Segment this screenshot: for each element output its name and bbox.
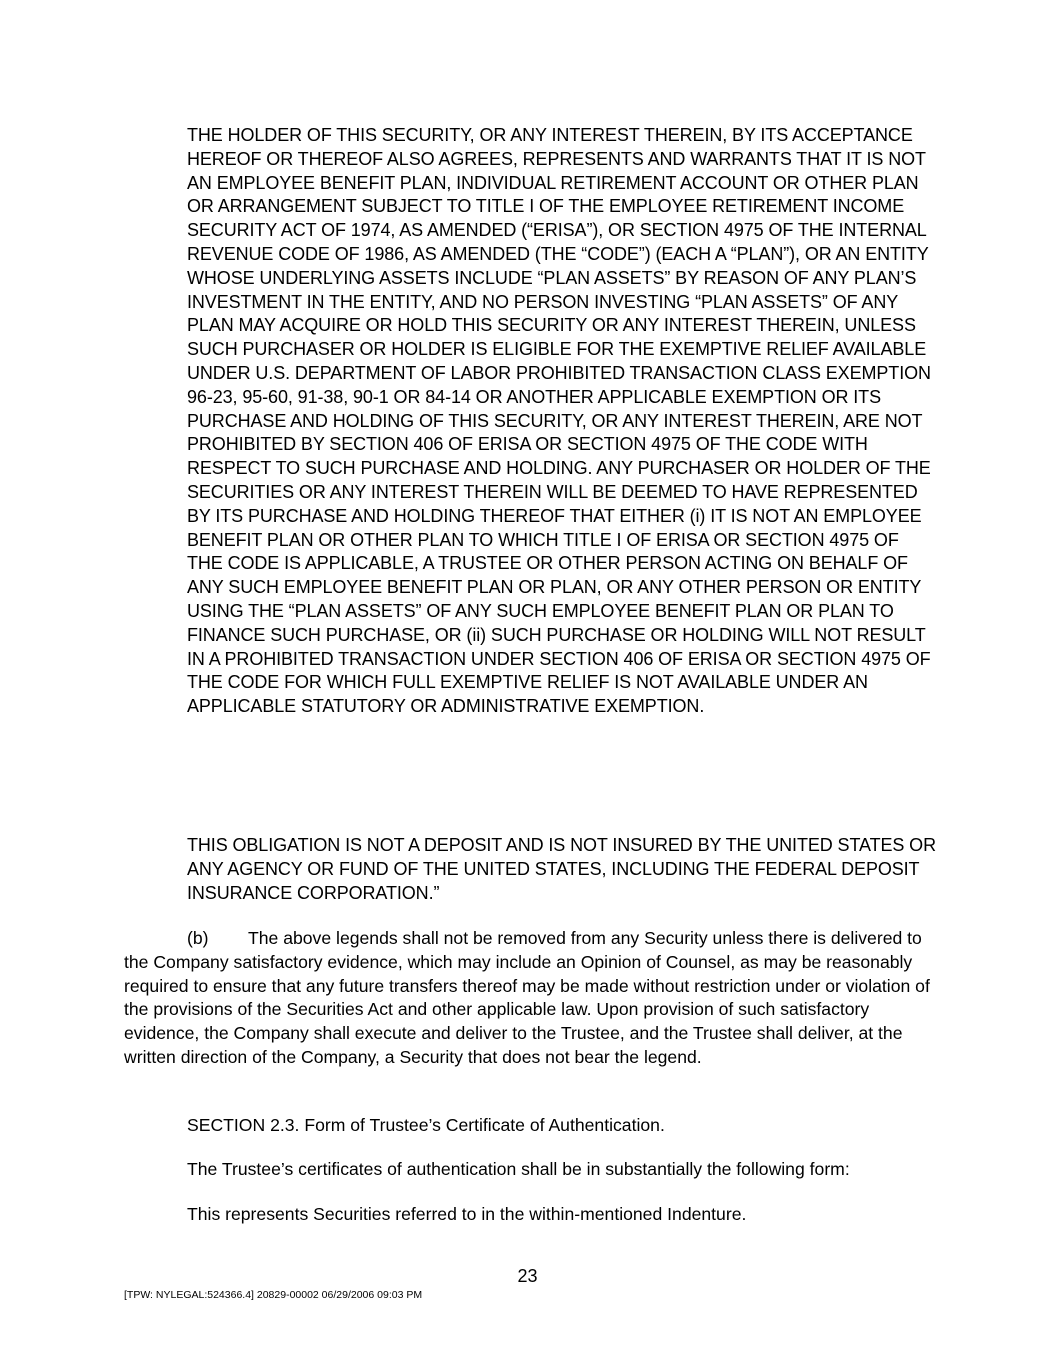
deposit-legend-paragraph: THIS OBLIGATION IS NOT A DEPOSIT AND IS NOT INSURED BY THE UNITED STATES OR ANY AGENCY OR FUND OF THE UNITED STATES, INCLUDING THE FEDERAL DEPOSIT INSURANCE CORPORATION.” [187, 835, 936, 903]
certificate-text: This represents Securities referred to in the within-mentioned Indenture. [187, 1204, 747, 1224]
paragraph-b-text: The above legends shall not be removed from any Security unless there is delivered to the Company satisfactory evidence, which may include an Opinion of Counsel, as may be reasonably required to ensure that any future transfers thereof may be made without restriction under or violation of the provisions of the Securities Act and other applicable law. Upon provision of such satisfactory evidence, the Company shall execute and deliver to the Trustee, and the Trustee shall deliver, at the written direction of the Company, a Security that does not bear the legend. [124, 928, 930, 1067]
certificate-intro-text: The Trustee’s certificates of authentication shall be in substantially the following form: [187, 1159, 850, 1179]
paragraph-b-label: (b) [187, 928, 209, 948]
section-heading: SECTION 2.3. Form of Trustee’s Certificate of Authentication. [187, 1115, 665, 1135]
erisa-legend-paragraph: THE HOLDER OF THIS SECURITY, OR ANY INTEREST THEREIN, BY ITS ACCEPTANCE HEREOF OR THEREOF ALSO AGREES, REPRESENTS AND WARRANTS THAT IT IS NOT AN EMPLOYEE BENEFIT PLAN, INDIVIDUAL RETIREMENT ACCOUNT OR OTHER PLAN OR ARRANGEMENT SUBJECT TO TITLE I OF THE EMPLOYEE RETIREMENT INCOME SECURITY ACT OF 1974, AS AMENDED (“ERISA”), OR SECTION 4975 OF THE INTERNAL REVENUE CODE OF 1986, AS AMENDED (THE “CODE”) (EACH A “PLAN”), OR AN ENTITY WHOSE UNDERLYING ASSETS INCLUDE “PLAN ASSETS” BY REASON OF ANY PLAN’S INVESTMENT IN THE ENTITY, AND NO PERSON INVESTING “PLAN ASSETS” OF ANY PLAN MAY ACQUIRE OR HOLD THIS SECURITY OR ANY INTEREST THEREIN, UNLESS SUCH PURCHASER OR HOLDER IS ELIGIBLE FOR THE EXEMPTIVE RELIEF AVAILABLE UNDER U.S. DEPARTMENT OF LABOR PROHIBITED TRANSACTION CLASS EXEMPTION 96-23, 95-60, 91-38, 90-1 OR 84-14 OR ANOTHER APPLICABLE EXEMPTION OR ITS PURCHASE AND HOLDING OF THIS SECURITY, OR ANY INTEREST THEREIN, ARE NOT PROHIBITED BY SECTION 406 OF ERISA OR SECTION 4975 OF THE CODE WITH RESPECT TO SUCH PURCHASE AND HOLDING. ANY PURCHASER OR HOLDER OF THE SECURITIES OR ANY INTEREST THEREIN WILL BE DEEMED TO HAVE REPRESENTED BY ITS PURCHASE AND HOLDING THEREOF THAT EITHER (i) IT IS NOT AN EMPLOYEE BENEFIT PLAN OR OTHER PLAN TO WHICH TITLE I OF ERISA OR SECTION 4975 OF THE CODE IS APPLICABLE, A TRUSTEE OR OTHER PERSON ACTING ON BEHALF OF ANY SUCH EMPLOYEE BENEFIT PLAN OR PLAN, OR ANY OTHER PERSON OR ENTITY USING THE “PLAN ASSETS” OF ANY SUCH EMPLOYEE BENEFIT PLAN OR PLAN TO FINANCE SUCH PURCHASE, OR (ii) SUCH PURCHASE OR HOLDING WILL NOT RESULT IN A PROHIBITED TRANSACTION UNDER SECTION 406 OF ERISA OR SECTION 4975 OF THE CODE FOR WHICH FULL EXEMPTIVE RELIEF IS NOT AVAILABLE UNDER AN APPLICABLE STATUTORY OR ADMINISTRATIVE EXEMPTION. [187, 125, 931, 717]
page-number: 23 [517, 1266, 538, 1286]
document-footer: [TPW: NYLEGAL:524366.4] 20829-00002 06/29/2006 09:03 PM [124, 1289, 423, 1301]
paragraph-b [124, 927, 936, 1070]
